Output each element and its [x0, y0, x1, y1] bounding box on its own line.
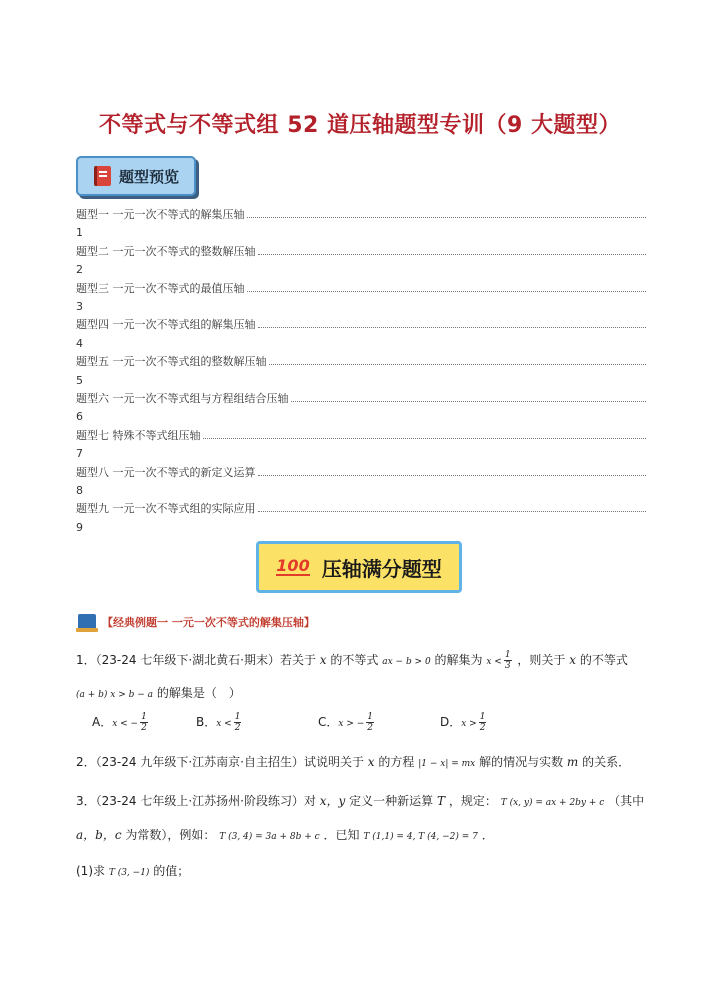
computer-icon [78, 614, 96, 630]
math-var: a，b，c [76, 828, 122, 842]
math-expression: |1 − x| = mx [418, 759, 476, 769]
math-expression: T (x, y) = ax + 2by + c [500, 798, 605, 808]
math-var: x [569, 653, 577, 667]
math-expression: (a + b) x > b − a [76, 690, 154, 700]
math-var: T [437, 794, 446, 808]
question-text: （其中 [608, 794, 645, 808]
toc-page-number: 7 [76, 447, 83, 461]
toc-entry[interactable] [76, 206, 646, 224]
toc-leader-dots [247, 217, 647, 218]
fraction [479, 712, 487, 733]
fraction [234, 712, 242, 733]
math-expression: x > − [338, 719, 365, 729]
question-text: 1．（23-24 七年级下·湖北黄石·期末）若关于 [76, 653, 316, 667]
toc-page-number: 2 [76, 263, 83, 277]
math-var: x，y [319, 794, 346, 808]
math-expression: x > [461, 719, 477, 729]
fraction-den: 2 [234, 723, 241, 733]
fraction [366, 712, 374, 733]
section-badge-label: 题型预览 [119, 167, 180, 186]
question-3-part-1 [76, 862, 189, 879]
toc-entry-label: 题型四 一元一次不等式组的解集压轴 [76, 318, 256, 332]
toc-page-number: 9 [76, 520, 83, 534]
fraction-num: 1 [479, 712, 486, 722]
question-text: 的不等式 [579, 653, 628, 667]
toc-entry[interactable] [76, 500, 646, 518]
hundred-points-icon: 100 [276, 556, 310, 575]
toc-entry-label: 题型二 一元一次不等式的整数解压轴 [76, 244, 256, 258]
page-title: 不等式与不等式组 52 道压轴题型专训（9 大题型） [99, 113, 621, 138]
toc-entry-label: 题型三 一元一次不等式的最值压轴 [76, 281, 245, 295]
fraction-num: 1 [234, 712, 241, 722]
question-text: 的值； [153, 864, 190, 878]
question-text: 的不等式 [330, 653, 379, 667]
toc-leader-dots [258, 475, 647, 476]
question-3-line-2 [76, 826, 494, 843]
toc-entry-label: 题型五 一元一次不等式组的整数解压轴 [76, 355, 267, 369]
toc-entry[interactable] [76, 427, 646, 445]
section-badge-label: 压轴满分题型 [321, 556, 442, 581]
toc-entry[interactable] [76, 280, 646, 298]
example-heading [78, 614, 315, 630]
question-text: ，则关于 [517, 653, 566, 667]
answer-option[interactable] [318, 712, 376, 733]
question-text: 的解集是（ ） [156, 686, 241, 700]
toc-leader-dots [269, 364, 647, 365]
toc-entry-label: 题型六 一元一次不等式组与方程组结合压轴 [76, 391, 289, 405]
table-of-contents [76, 206, 646, 537]
math-expression: ax − b > 0 [382, 657, 431, 667]
toc-leader-dots [258, 327, 647, 328]
fraction-den: 2 [479, 723, 486, 733]
fraction [140, 712, 148, 733]
toc-entry[interactable] [76, 316, 646, 334]
math-expression: T (3, 4) = 3a + 8b + c [219, 832, 320, 842]
fraction-num: 1 [504, 650, 511, 660]
fraction-den: 2 [367, 723, 374, 733]
toc-leader-dots [291, 401, 647, 402]
question-text: 解的情况与实数 [479, 755, 564, 769]
option-letter: A． [92, 715, 113, 729]
option-letter: C． [318, 715, 339, 729]
toc-entry-label: 题型七 特殊不等式组压轴 [76, 428, 201, 442]
math-expression: x < [486, 657, 502, 667]
math-expression: T (1,1) = 4, T (4, −2) = 7 [363, 832, 478, 842]
toc-leader-dots [203, 438, 647, 439]
question-3-line-1 [76, 792, 644, 809]
fraction-num: 1 [367, 712, 374, 722]
toc-leader-dots [247, 291, 647, 292]
toc-page-number: 6 [76, 410, 83, 424]
question-text: ． [481, 828, 494, 842]
toc-entry-label: 题型八 一元一次不等式的新定义运算 [76, 465, 256, 479]
toc-page-number: 5 [76, 373, 83, 387]
question-1-line-1 [76, 650, 628, 671]
math-expression: x < [216, 719, 232, 729]
section-badge-full-score [256, 541, 462, 593]
example-heading-label: 【经典例题一 一元一次不等式的解集压轴】 [102, 616, 315, 629]
fraction-den: 2 [141, 723, 147, 733]
section-badge-preview [76, 156, 196, 196]
math-expression: x < − [112, 719, 139, 729]
question-text: 3．（23-24 七年级上·江苏扬州·阶段练习）对 [76, 794, 316, 808]
toc-entry-label: 题型九 一元一次不等式组的实际应用 [76, 502, 256, 516]
option-letter: D． [440, 715, 462, 729]
fraction-den: 3 [504, 661, 511, 671]
math-expression: T (3, −1) [108, 868, 150, 878]
toc-entry[interactable] [76, 390, 646, 408]
question-2 [76, 753, 630, 770]
toc-leader-dots [258, 254, 647, 255]
toc-page-number: 8 [76, 483, 83, 497]
question-text: 的解集为 [434, 653, 483, 667]
toc-entry[interactable] [76, 243, 646, 261]
question-text: 的关系． [582, 755, 631, 769]
question-text: 定义一种新运算 [349, 794, 434, 808]
toc-entry[interactable] [76, 464, 646, 482]
question-text: 2．（23-24 九年级下·江苏南京·自主招生）试说明关于 [76, 755, 364, 769]
answer-option[interactable] [92, 712, 150, 733]
fraction-num: 1 [141, 712, 147, 722]
answer-option[interactable] [196, 712, 243, 733]
math-var: x [367, 755, 375, 769]
answer-option[interactable] [440, 712, 488, 733]
toc-page-number: 3 [76, 300, 83, 313]
toc-entry-label: 题型一 一元一次不等式的解集压轴 [76, 208, 245, 221]
question-text: ．已知 [323, 828, 360, 842]
fraction [504, 650, 512, 671]
question-1-line-2 [76, 684, 241, 701]
book-icon [94, 166, 111, 186]
question-text: 为常数），例如： [125, 828, 216, 842]
question-text: 的方程 [378, 755, 415, 769]
toc-page-number: 4 [76, 336, 83, 350]
toc-leader-dots [258, 511, 647, 512]
question-text: ，规定： [448, 794, 497, 808]
option-letter: B． [196, 715, 217, 729]
toc-page-number: 1 [76, 226, 83, 240]
math-var: m [566, 755, 579, 769]
question-text: (1)求 [76, 864, 105, 878]
math-var: x [319, 653, 327, 667]
toc-entry[interactable] [76, 353, 646, 371]
